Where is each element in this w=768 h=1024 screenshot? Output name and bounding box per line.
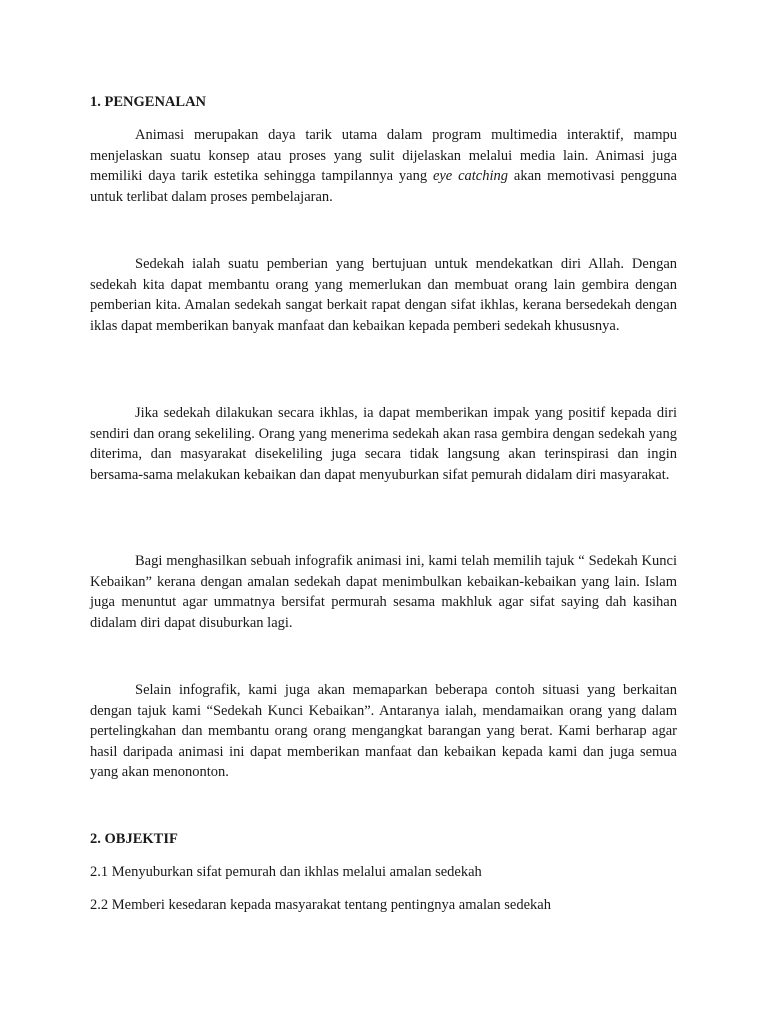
paragraph-animasi-emphasis: eye catching xyxy=(432,168,509,185)
paragraph-animasi xyxy=(90,125,677,207)
paragraph-animasi-text-a: Animasi merupakan daya tarik utama dalam program multimedia interaktif, mampu menjelaskan suatu konsep atau proses yang sulit dijelaskan melalui media lain. Animasi juga memiliki daya tarik estetika sehingga tampilannya yang xyxy=(90,127,677,185)
heading-pengenalan: 1. PENGENALAN xyxy=(90,94,207,110)
heading-objektif: 2. OBJEKTIF xyxy=(90,831,178,847)
objective-item-1: 2.1 Menyuburkan sifat pemurah dan ikhlas melalui amalan sedekah xyxy=(90,864,482,880)
paragraph-sedekah: Sedekah ialah suatu pemberian yang bertujuan untuk mendekatkan diri Allah. Dengan sedekah kita dapat membantu orang yang memerlukan dan membuat orang lain gembira dengan pemberian kita. Amalan sedekah sangat berkait rapat dengan sifat ikhlas, kerana bersedekah dengan iklas dapat memberikan banyak manfaat dan kebaikan kepada pemberi sedekah khususnya. xyxy=(90,256,677,334)
paragraph-infografik: Bagi menghasilkan sebuah infografik animasi ini, kami telah memilih tajuk “ Sedekah Kunci Kebaikan” kerana dengan amalan sedekah dapat menimbulkan kebaikan-kebaikan yang lain. Islam juga menuntut agar ummatnya bersifat permurah sesama makhluk agar sifat saying dah kasihan didalam diri dapat disuburkan lagi. xyxy=(90,553,677,631)
paragraph-animasi-text-b: akan memotivasi pengguna untuk terlibat dalam proses pembelajaran. xyxy=(90,168,677,205)
paragraph-contoh-situasi: Selain infografik, kami juga akan memaparkan beberapa contoh situasi yang berkaitan dengan tajuk kami “Sedekah Kunci Kebaikan”. Antaranya ialah, mendamaikan orang yang dalam pertelingkahan dan membantu orang orang mengangkat barangan yang berat. Kami berharap agar hasil daripada animasi ini dapat memberikan manfaat dan kebaikan kepada kami dan juga semua yang akan menononton. xyxy=(90,682,677,781)
objective-item-2: 2.2 Memberi kesedaran kepada masyarakat tentang pentingnya amalan sedekah xyxy=(90,897,551,913)
paragraph-ikhlas: Jika sedekah dilakukan secara ikhlas, ia dapat memberikan impak yang positif kepada diri sendiri dan orang sekeliling. Orang yang menerima sedekah akan rasa gembira dengan sedekah yang diterima, dan masyarakat disekeliling juga secara tidak langsung akan terinspirasi dan ingin bersama-sama melakukan kebaikan dan dapat menyuburkan sifat pemurah didalam diri masyarakat. xyxy=(90,405,677,483)
